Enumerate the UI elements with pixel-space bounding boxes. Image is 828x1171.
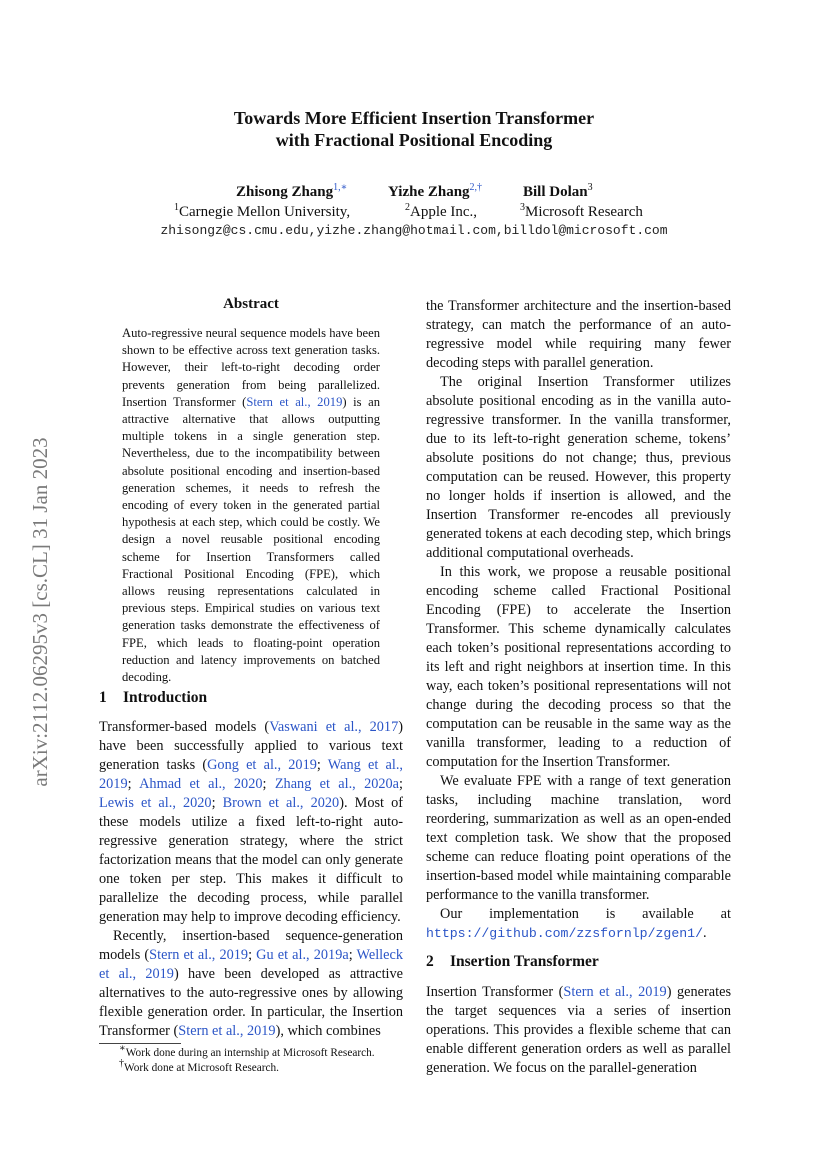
author-emails[interactable]: zhisongz@cs.cmu.edu,yizhe.zhang@hotmail.com,billdol@microsoft.com xyxy=(160,223,668,238)
author-1: Zhisong Zhang$^{1,∗}$ xyxy=(236,182,348,200)
intro-paragraph-2 xyxy=(99,927,403,1041)
intro-paragraph-5: In this work, we propose a reusable positional encoding scheme called Fractional Positional Encoding (FPE) to accelerate the Insertion Transformer. This scheme dynamically calculates each token’s positional representations according to its left and right neighbors at insertion time. In this way, each token’s positional representations will not change during the decoding process so that the computation can be reusable in the same way as the vanilla transformer, leading to a reduction of computation for the Insertion Transformer. xyxy=(426,564,731,770)
right-column-body xyxy=(426,297,731,943)
affiliation-2: $^2$Apple Inc., xyxy=(405,202,478,220)
author-affiliations xyxy=(100,202,728,222)
citation-link[interactable]: Zhang et al., 2020a xyxy=(274,776,400,792)
paragraph-text: ; xyxy=(316,757,328,773)
author-3-mark: 3 xyxy=(587,182,593,193)
paragraph-text: ; xyxy=(399,776,403,792)
footnote-divider xyxy=(99,1043,181,1044)
citation-link[interactable]: Gu et al., 2019a xyxy=(256,947,349,963)
author-2-mark[interactable]: 2,† xyxy=(469,182,483,193)
paragraph-text: ; xyxy=(211,795,223,811)
citation-link[interactable]: Wang et al., 2019 xyxy=(99,757,403,792)
insertion-paragraph-1: Insertion Transformer (Stern et al., 2019) generates the target sequences via a series of insertion operations. This provides a flexible scheme that can enable different generation orders as well as parallel generation. We focus on the parallel-generation xyxy=(426,984,732,1076)
section-1-body xyxy=(99,718,403,1041)
citation-link[interactable]: Vaswani et al., 2017 xyxy=(269,719,399,735)
author-1-mark[interactable]: 1,∗ xyxy=(333,182,348,193)
section-1-heading: 1 Introduction xyxy=(99,689,208,706)
arxiv-identifier-stamp xyxy=(26,372,54,852)
abstract-body: Auto-regressive neural sequence models have been shown to be effective across text generation tasks. However, their left-to-right decoding order prevents generation from being parallelized. Insertion Transformer (Stern et al., 2019) is an attractive alternative that allows outputting multiple tokens in a single generation step. Nevertheless, due to the incompatibility between absolute positional encoding and insertion-based generation schemes, it needs to refresh the encoding of every token in the generated partial hypothesis at each step, which could be costly. We design a novel reusable positional encoding scheme for Insertion Transformers called Fractional Positional Encoding (FPE), which allows reusing representations calculated in previous steps. Empirical studies on various text generation tasks demonstrate the effectiveness of FPE, which leads to floating-point operation reduction and latency improvements on batched decoding. xyxy=(122,326,381,685)
arxiv-identifier: arXiv:2112.06295v3 [cs.CL] 31 Jan 2023 xyxy=(28,437,52,787)
intro-paragraph-7: Our implementation is available at https://github.com/zzsfornlp/zgen1/. xyxy=(426,906,731,941)
footnote-1: ∗Work done during an internship at Microsoft Research. xyxy=(119,1043,375,1059)
intro-paragraph-4: The original Insertion Transformer utilizes absolute positional encoding as in the vanilla auto-regressive transformer. In the vanilla transformer, due to its left-to-right generation scheme, tokens’ absolute positions do not change; thus, previous computation can be reused. However, this property no longer holds if insertion is allowed, and the Insertion Transformer re-encodes all previously generated tokens at each decoding step, which brings additional computational overheads. xyxy=(426,374,731,561)
abstract-heading: Abstract xyxy=(223,296,279,312)
paragraph-text: ) have been successfully applied to various text generation tasks ( xyxy=(99,719,403,773)
intro-paragraph-3: the Transformer architecture and the insertion-based strategy, can match the performance of an auto-regressive model while requiring many fewer decoding steps with parallel generation. xyxy=(426,298,731,371)
author-2: Yizhe Zhang$^{2,\dagger}$ xyxy=(388,182,483,200)
citation-link[interactable]: Lewis et al., 2020 xyxy=(99,795,212,811)
code-repository-link[interactable]: https://github.com/zzsfornlp/zgen1/ xyxy=(426,926,703,941)
citation-link[interactable]: Gong et al., 2019 xyxy=(207,757,317,773)
paragraph-text: ; xyxy=(127,776,140,792)
paragraph-text: ), which combines xyxy=(275,1023,381,1039)
footnotes xyxy=(99,1043,409,1076)
title-line-2: with Fractional Positional Encoding xyxy=(275,130,553,150)
citation-link[interactable]: Welleck et al., 2019 xyxy=(99,947,403,982)
affiliation-1: $^1$Carnegie Mellon University, xyxy=(174,202,351,220)
paragraph-text: Transformer-based models ( xyxy=(99,719,270,735)
intro-paragraph-6: We evaluate FPE with a range of text generation tasks, including machine translation, word reordering, summarization as well as an open-ended text completion task. We show that the proposed scheme can reduce floating point operations of the insertion-based model while maintaining comparable performance to the vanilla transformer. xyxy=(426,773,731,903)
affiliation-3: $^3$Microsoft Research xyxy=(520,202,643,220)
citation-link[interactable]: Stern et al., 2019 xyxy=(246,394,343,409)
paragraph-text: ; xyxy=(348,947,357,963)
paragraph-text: ; xyxy=(262,776,275,792)
paragraph-text: Recently, insertion-based sequence-generation models ( xyxy=(99,928,403,963)
citation-link[interactable]: Stern et al., 2019 xyxy=(178,1023,276,1039)
citation-link[interactable]: Brown et al., 2020 xyxy=(222,795,340,811)
citation-link[interactable]: Ahmad et al., 2020 xyxy=(139,776,263,792)
author-3: Bill Dolan$^3$ xyxy=(523,182,593,200)
section-2-heading: 2 Insertion Transformer xyxy=(426,953,599,970)
title-line-1: Towards More Efficient Insertion Transformer xyxy=(233,108,595,128)
author-block xyxy=(100,182,728,222)
paragraph-text: ). Most of these models utilize a fixed left-to-right auto-regressive generation strategy, where the strict factorization means that the model can only generate one token per step. This makes it difficult to parallelize the decoding process, while parallel generation may help to improve decoding efficiency. xyxy=(99,795,403,925)
paragraph-text: ; xyxy=(248,947,257,963)
paper-title xyxy=(100,107,728,151)
footnote-2: †Work done at Microsoft Research. xyxy=(119,1058,280,1074)
citation-link[interactable]: Stern et al., 2019 xyxy=(563,984,667,1000)
citation-link[interactable]: Stern et al., 2019 xyxy=(149,947,249,963)
author-names xyxy=(100,182,728,202)
intro-paragraph-1 xyxy=(99,718,403,927)
section-2-body xyxy=(426,983,731,1078)
paragraph-text: ) have been developed as attractive alternatives to the auto-regressive ones by allowing flexible generation order. In particular, the Insertion Transformer ( xyxy=(99,966,404,1039)
